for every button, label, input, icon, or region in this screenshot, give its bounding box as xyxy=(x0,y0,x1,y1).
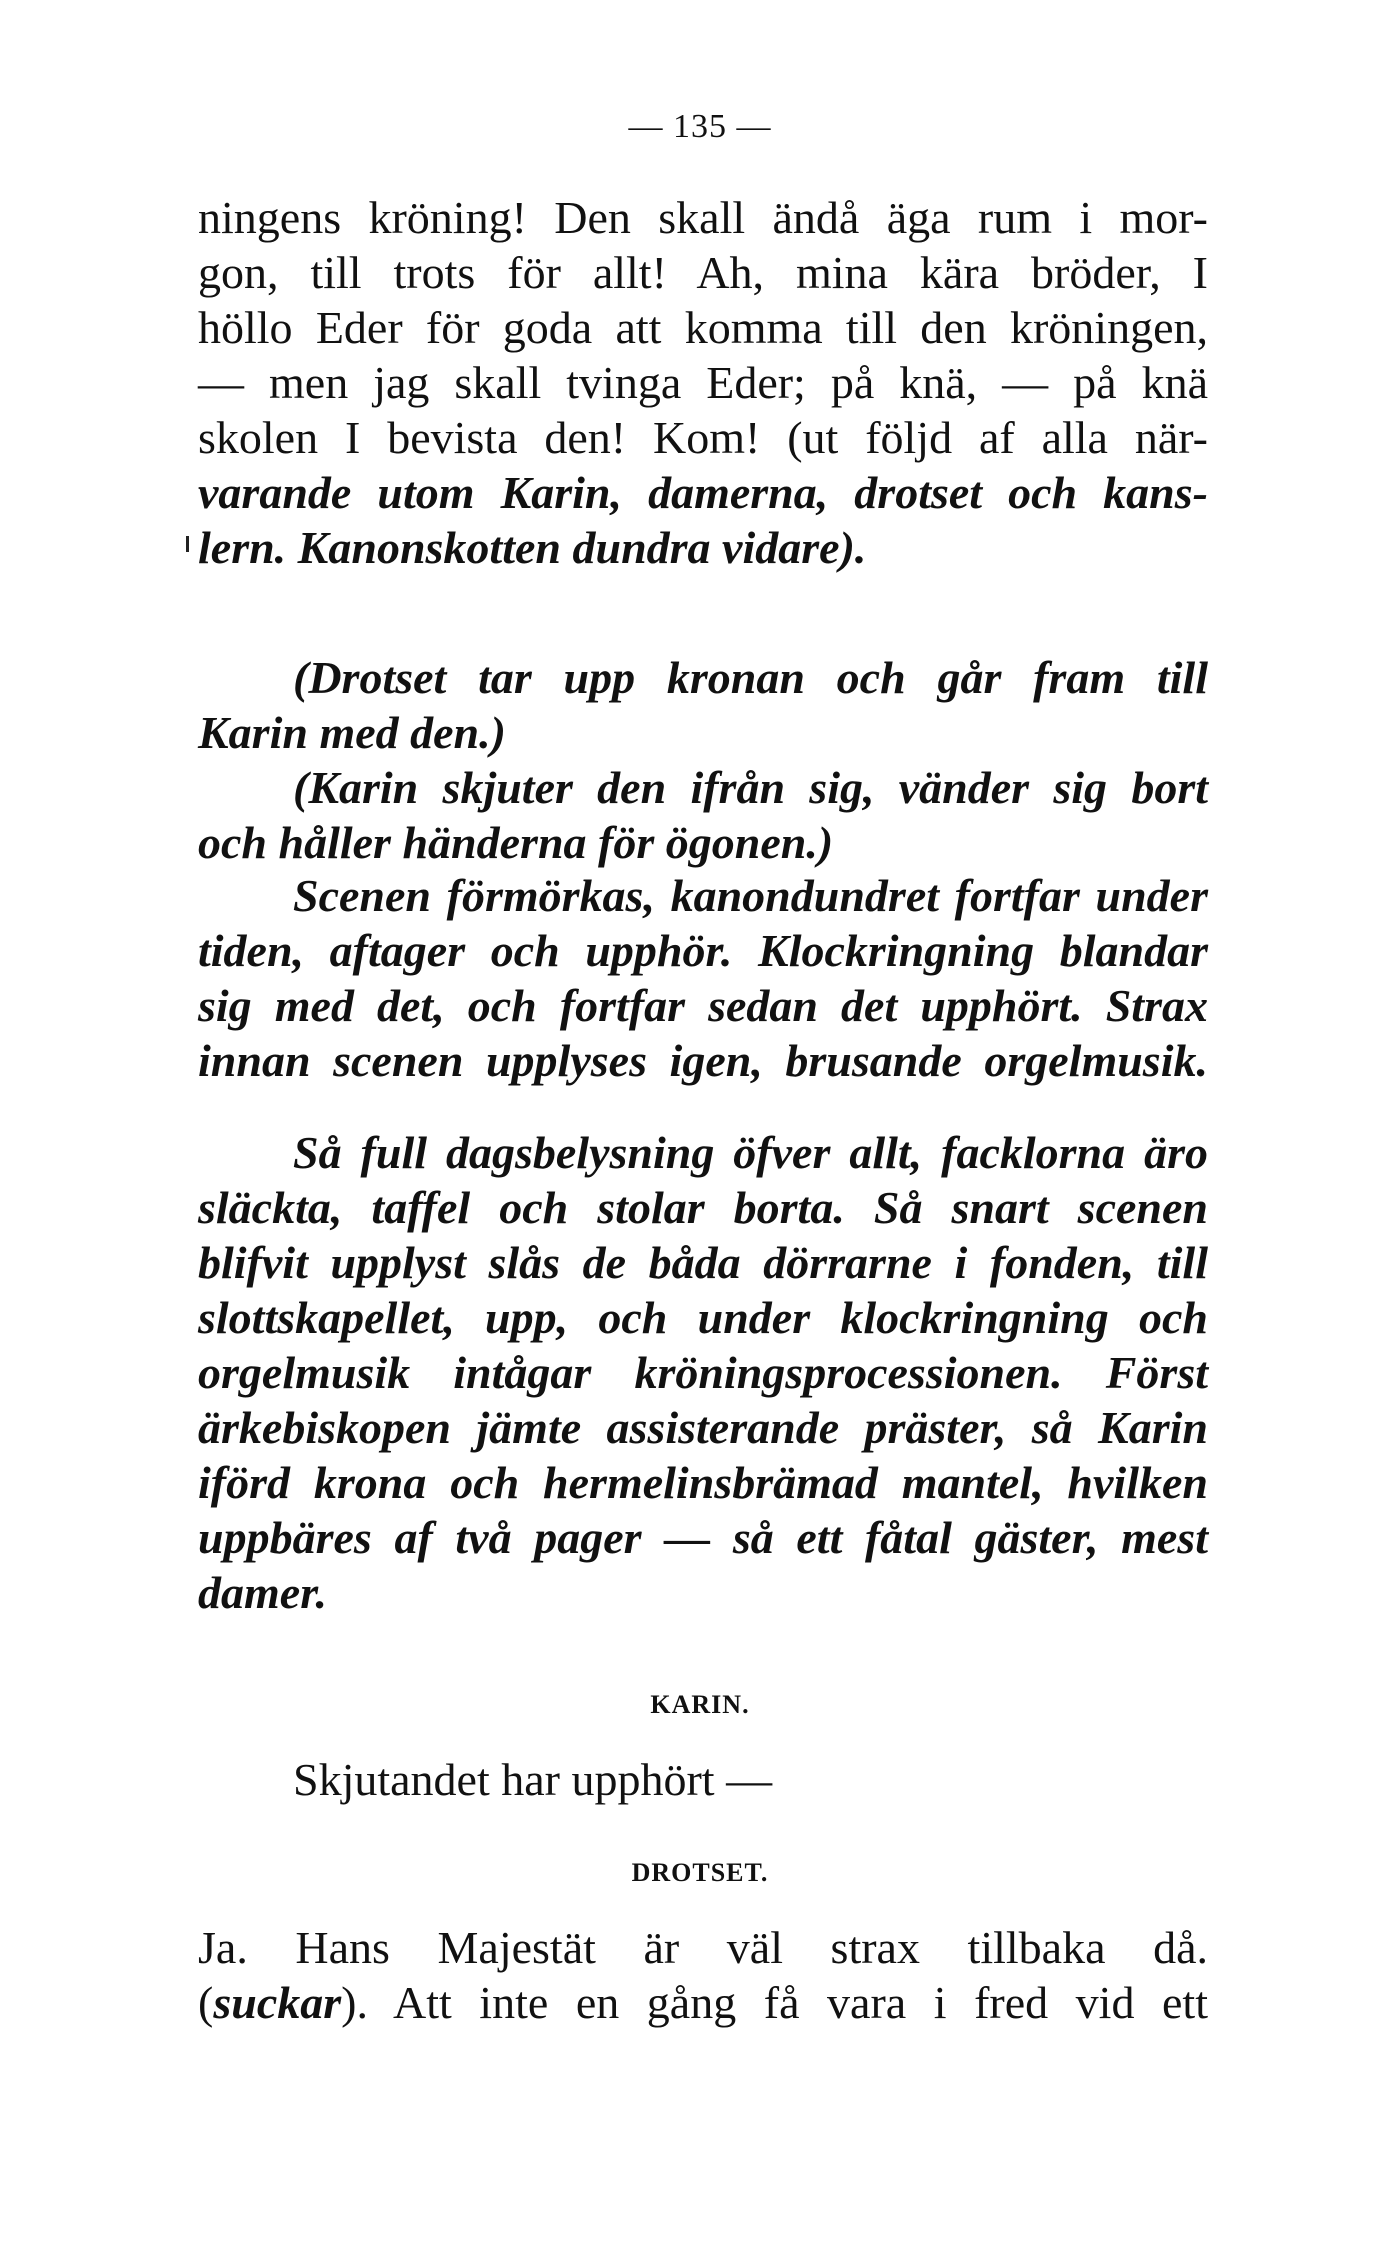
text-line: ärkebiskopen jämte assisterande präster, så Karin xyxy=(198,1402,1208,1453)
text-line: uppbäres af två pager — så ett fåtal gäster, mest xyxy=(198,1512,1208,1563)
text-line: Scenen förmörkas, kanondundret fortfar under xyxy=(293,870,1208,921)
text-line: sig med det, och fortfar sedan det upphört. Strax xyxy=(198,980,1208,1031)
text-line: varande utom Karin, damerna, drotset och kans- xyxy=(198,467,1208,518)
text-line: (Karin skjuter den ifrån sig, vänder sig bort xyxy=(293,762,1208,813)
text-line xyxy=(198,1975,1208,2030)
speaker-name-drotset: DROTSET. xyxy=(631,1858,769,1887)
text-line: (Drotset tar upp kronan och går fram till xyxy=(293,652,1208,703)
page-number: — 135 — xyxy=(628,108,772,145)
speaker-name-karin: KARIN. xyxy=(650,1690,750,1719)
text-line: Så full dagsbelysning öfver allt, facklorna äro xyxy=(293,1127,1208,1178)
text-line: och håller händerna för ögonen.) xyxy=(198,817,834,868)
paragraph-dialogue xyxy=(198,190,1208,575)
text-line: lern. Kanonskotten dundra vidare). xyxy=(198,522,867,573)
text-line: — men jag skall tvinga Eder; på knä, — på knä xyxy=(198,357,1208,408)
stage-direction-1 xyxy=(198,650,1208,760)
text-line: orgelmusik intågar kröningsprocessionen. Först xyxy=(198,1347,1208,1398)
stage-direction-2 xyxy=(198,760,1208,870)
text-line: skolen I bevista den! Kom! (ut följd af alla när- xyxy=(198,412,1208,463)
stage-direction-4 xyxy=(198,1125,1208,1620)
text-line: Ja. Hans Majestät är väl strax tillbaka då. xyxy=(198,1922,1208,1973)
text-line: slottskapellet, upp, och under klockringning och xyxy=(198,1292,1208,1343)
text-line: tiden, aftager och upphör. Klockringning blandar xyxy=(198,925,1208,976)
text-line: Karin med den.) xyxy=(198,707,506,758)
text-line: ningens kröning! Den skall ändå äga rum i mor- xyxy=(198,192,1208,243)
text-line: iförd krona och hermelinsbrämad mantel, hvilken xyxy=(198,1457,1208,1508)
text-line: blifvit upplyst slås de båda dörrarne i fonden, till xyxy=(198,1237,1208,1288)
dialogue-drotset xyxy=(198,1920,1208,2030)
text-line: Skjutandet har upphört — xyxy=(293,1754,773,1805)
text-line: höllo Eder för goda att komma till den kröningen, xyxy=(198,302,1208,353)
paren-open: ( xyxy=(198,1977,214,2028)
text-line: damer. xyxy=(198,1567,328,1618)
text-line: innan scenen upplyses igen, brusande orgelmusik. xyxy=(198,1035,1208,1086)
stage-direction-3 xyxy=(198,868,1208,1088)
print-mark xyxy=(186,536,189,552)
text-line: släckta, taffel och stolar borta. Så snart scenen xyxy=(198,1182,1208,1233)
dialogue-karin xyxy=(198,1752,1208,1807)
line-remainder: ). Att inte en gång få vara i fred vid ett xyxy=(341,1977,1208,2028)
text-line: gon, till trots för allt! Ah, mina kära bröder, I xyxy=(198,247,1208,298)
stage-direction-inline: suckar xyxy=(213,1977,342,2028)
